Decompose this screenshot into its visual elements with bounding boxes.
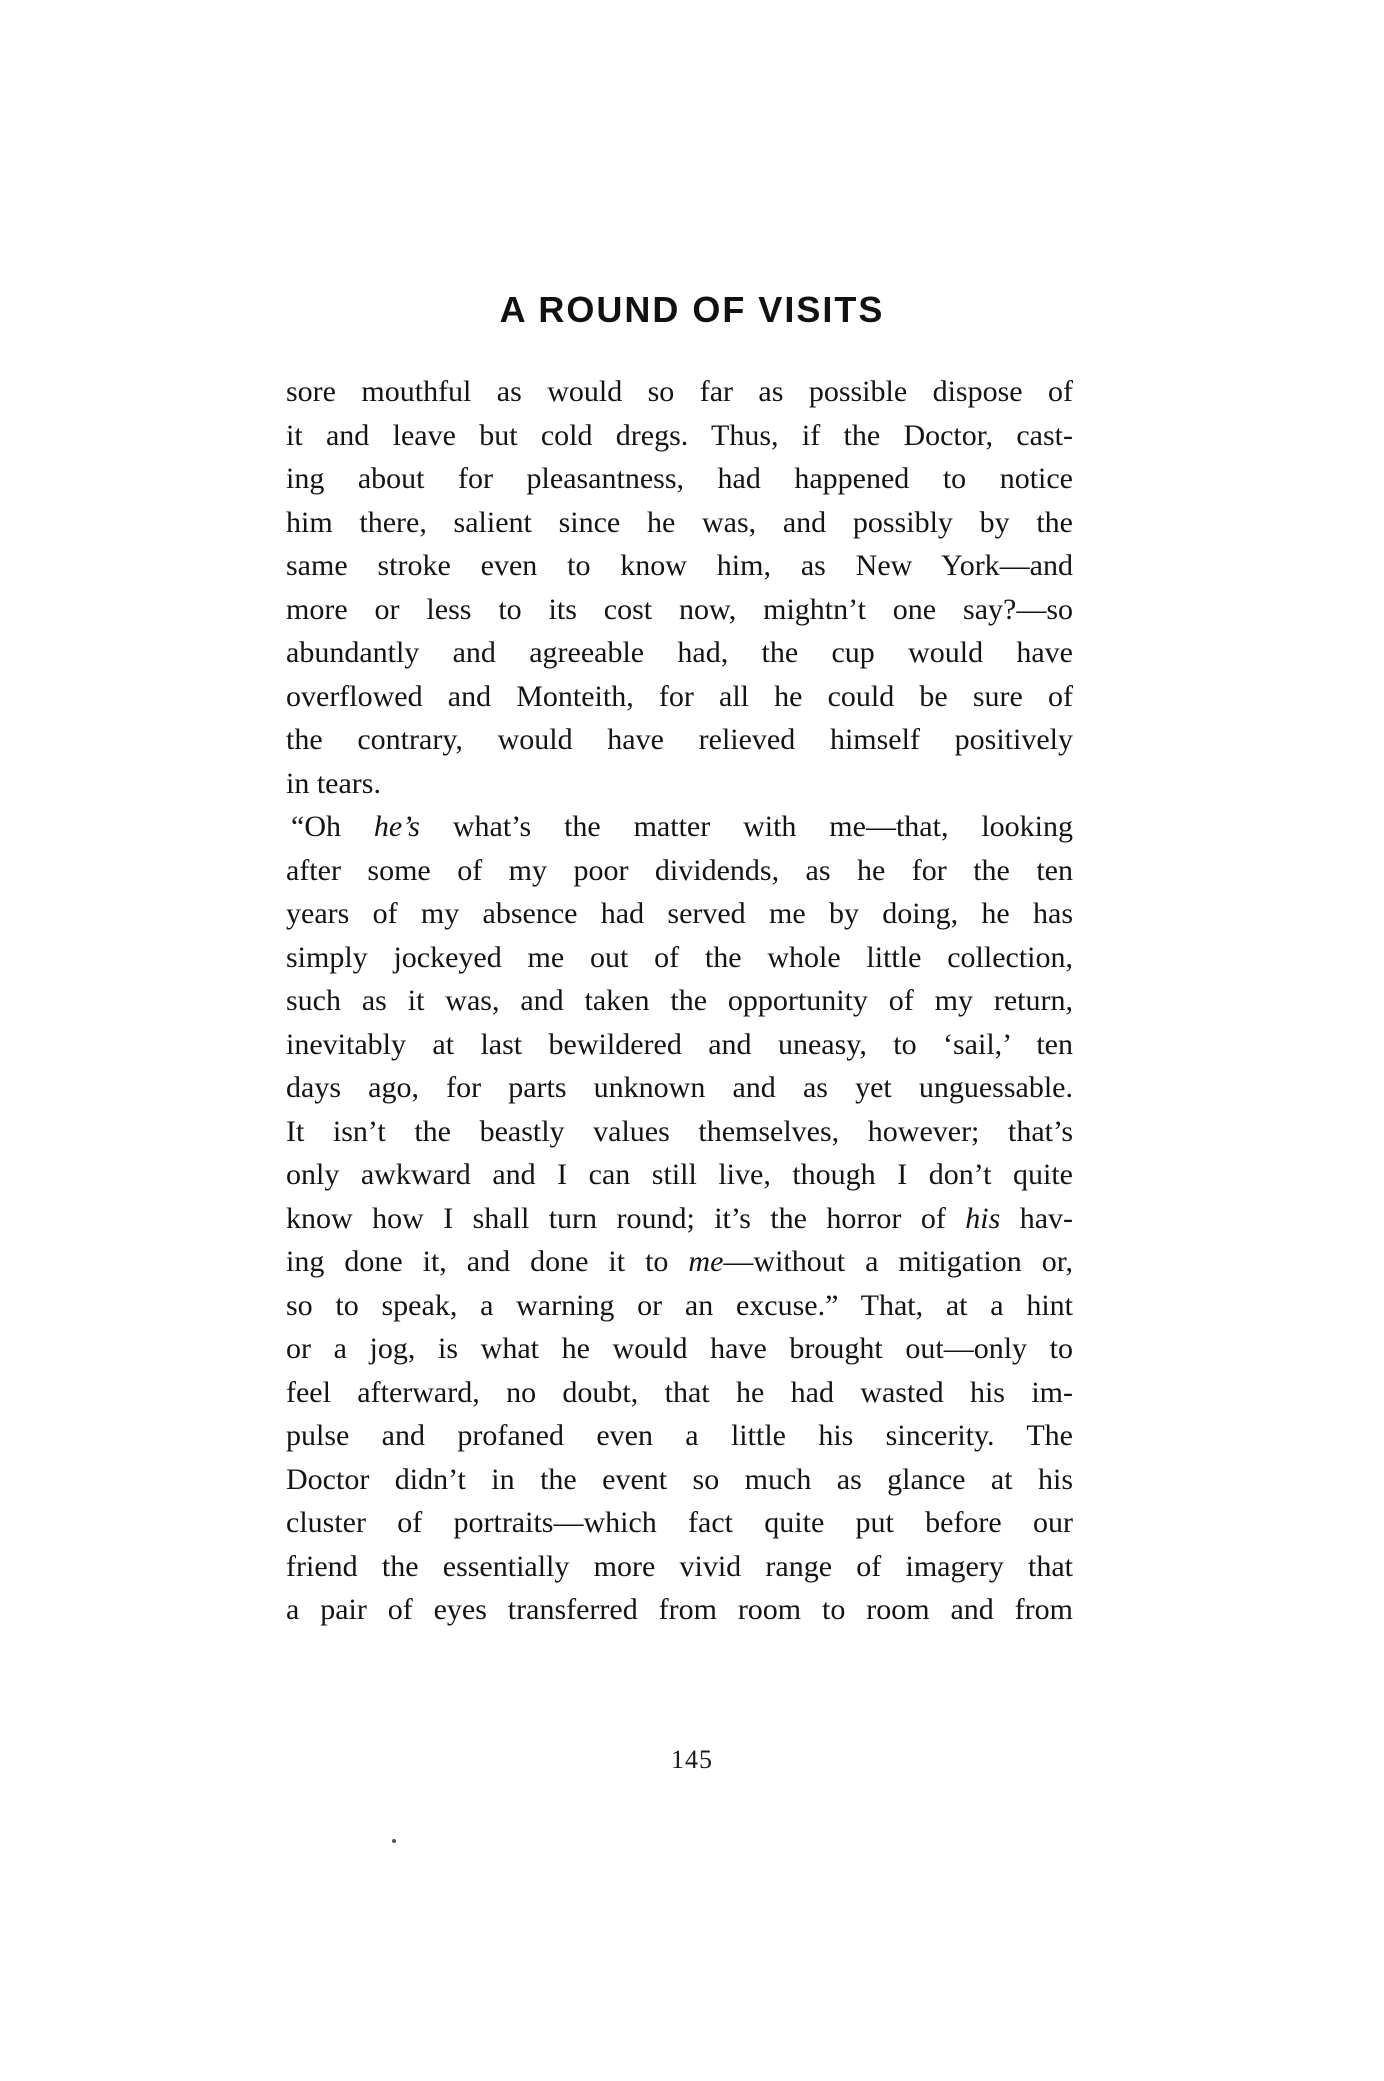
text-line: inevitably at last bewildered and uneasy, to ‘sail,’ ten [286, 1027, 1073, 1061]
emphasis-text: he’s [373, 810, 420, 843]
text-line: simply jockeyed me out of the whole little collection, [286, 940, 1073, 974]
text-line: such as it was, and taken the opportunity of my return, [286, 984, 1073, 1017]
page-number: 145 [671, 1745, 713, 1774]
text-line: feel afterward, no doubt, that he had wasted his im- [286, 1375, 1073, 1409]
ink-speck [392, 1839, 396, 1843]
text-line: a pair of eyes transferred from room to room and from [286, 1593, 1073, 1626]
text-line: ing about for pleasantness, had happened to notice [286, 462, 1073, 495]
emphasis-text: me [688, 1245, 724, 1278]
text-line: more or less to its cost now, mightn’t one say?—so [286, 592, 1073, 626]
text-line: It isn’t the beastly values themselves, however; that’s [286, 1114, 1073, 1148]
text-run: ing done it, and done it to [286, 1245, 689, 1278]
body-text [286, 370, 1073, 1632]
running-head: A ROUND OF VISITS [499, 289, 885, 330]
text-line-emphasis [286, 1197, 1073, 1241]
text-run: “Oh [291, 810, 374, 843]
emphasis-text: his [965, 1201, 1001, 1235]
text-run: hav- [1000, 1201, 1074, 1235]
text-line: sore mouthful as would so far as possible dispose of [286, 375, 1073, 408]
paragraph-2 [286, 805, 1073, 1632]
text-line: cluster of portraits—which fact quite put before our [286, 1506, 1073, 1539]
text-line: days ago, for parts unknown and as yet unguessable. [286, 1071, 1073, 1104]
text-run: know how I shall turn round; it’s the horror of [286, 1201, 966, 1235]
text-line: so to speak, a warning or an excuse.” That, at a hint [286, 1288, 1073, 1322]
text-line: pulse and profaned even a little his sincerity. The [286, 1419, 1073, 1452]
text-run: —without a mitigation or, [723, 1245, 1073, 1278]
text-line: Doctor didn’t in the event so much as glance at his [286, 1462, 1073, 1496]
text-line: it and leave but cold dregs. Thus, if the Doctor, cast- [286, 418, 1073, 452]
text-line: after some of my poor dividends, as he for the ten [286, 853, 1073, 887]
text-line-first [286, 805, 1073, 849]
text-line: only awkward and I can still live, though I don’t quite [286, 1158, 1073, 1191]
text-line: or a jog, is what he would have brought out—only to [286, 1332, 1073, 1365]
text-line: him there, salient since he was, and possibly by the [286, 505, 1073, 539]
text-line: friend the essentially more vivid range of imagery that [286, 1549, 1073, 1583]
text-line: same stroke even to know him, as New York—and [286, 549, 1073, 582]
paragraph-1 [286, 370, 1073, 805]
text-run: what’s the matter with me—that, looking [419, 810, 1073, 843]
text-line-emphasis [286, 1240, 1073, 1284]
text-line: the contrary, would have relieved himself positively [286, 723, 1073, 756]
text-line: years of my absence had served me by doing, he has [286, 897, 1073, 930]
text-line: abundantly and agreeable had, the cup would have [286, 636, 1073, 669]
text-line: in tears. [286, 766, 381, 800]
text-line: overflowed and Monteith, for all he could be sure of [286, 679, 1073, 713]
